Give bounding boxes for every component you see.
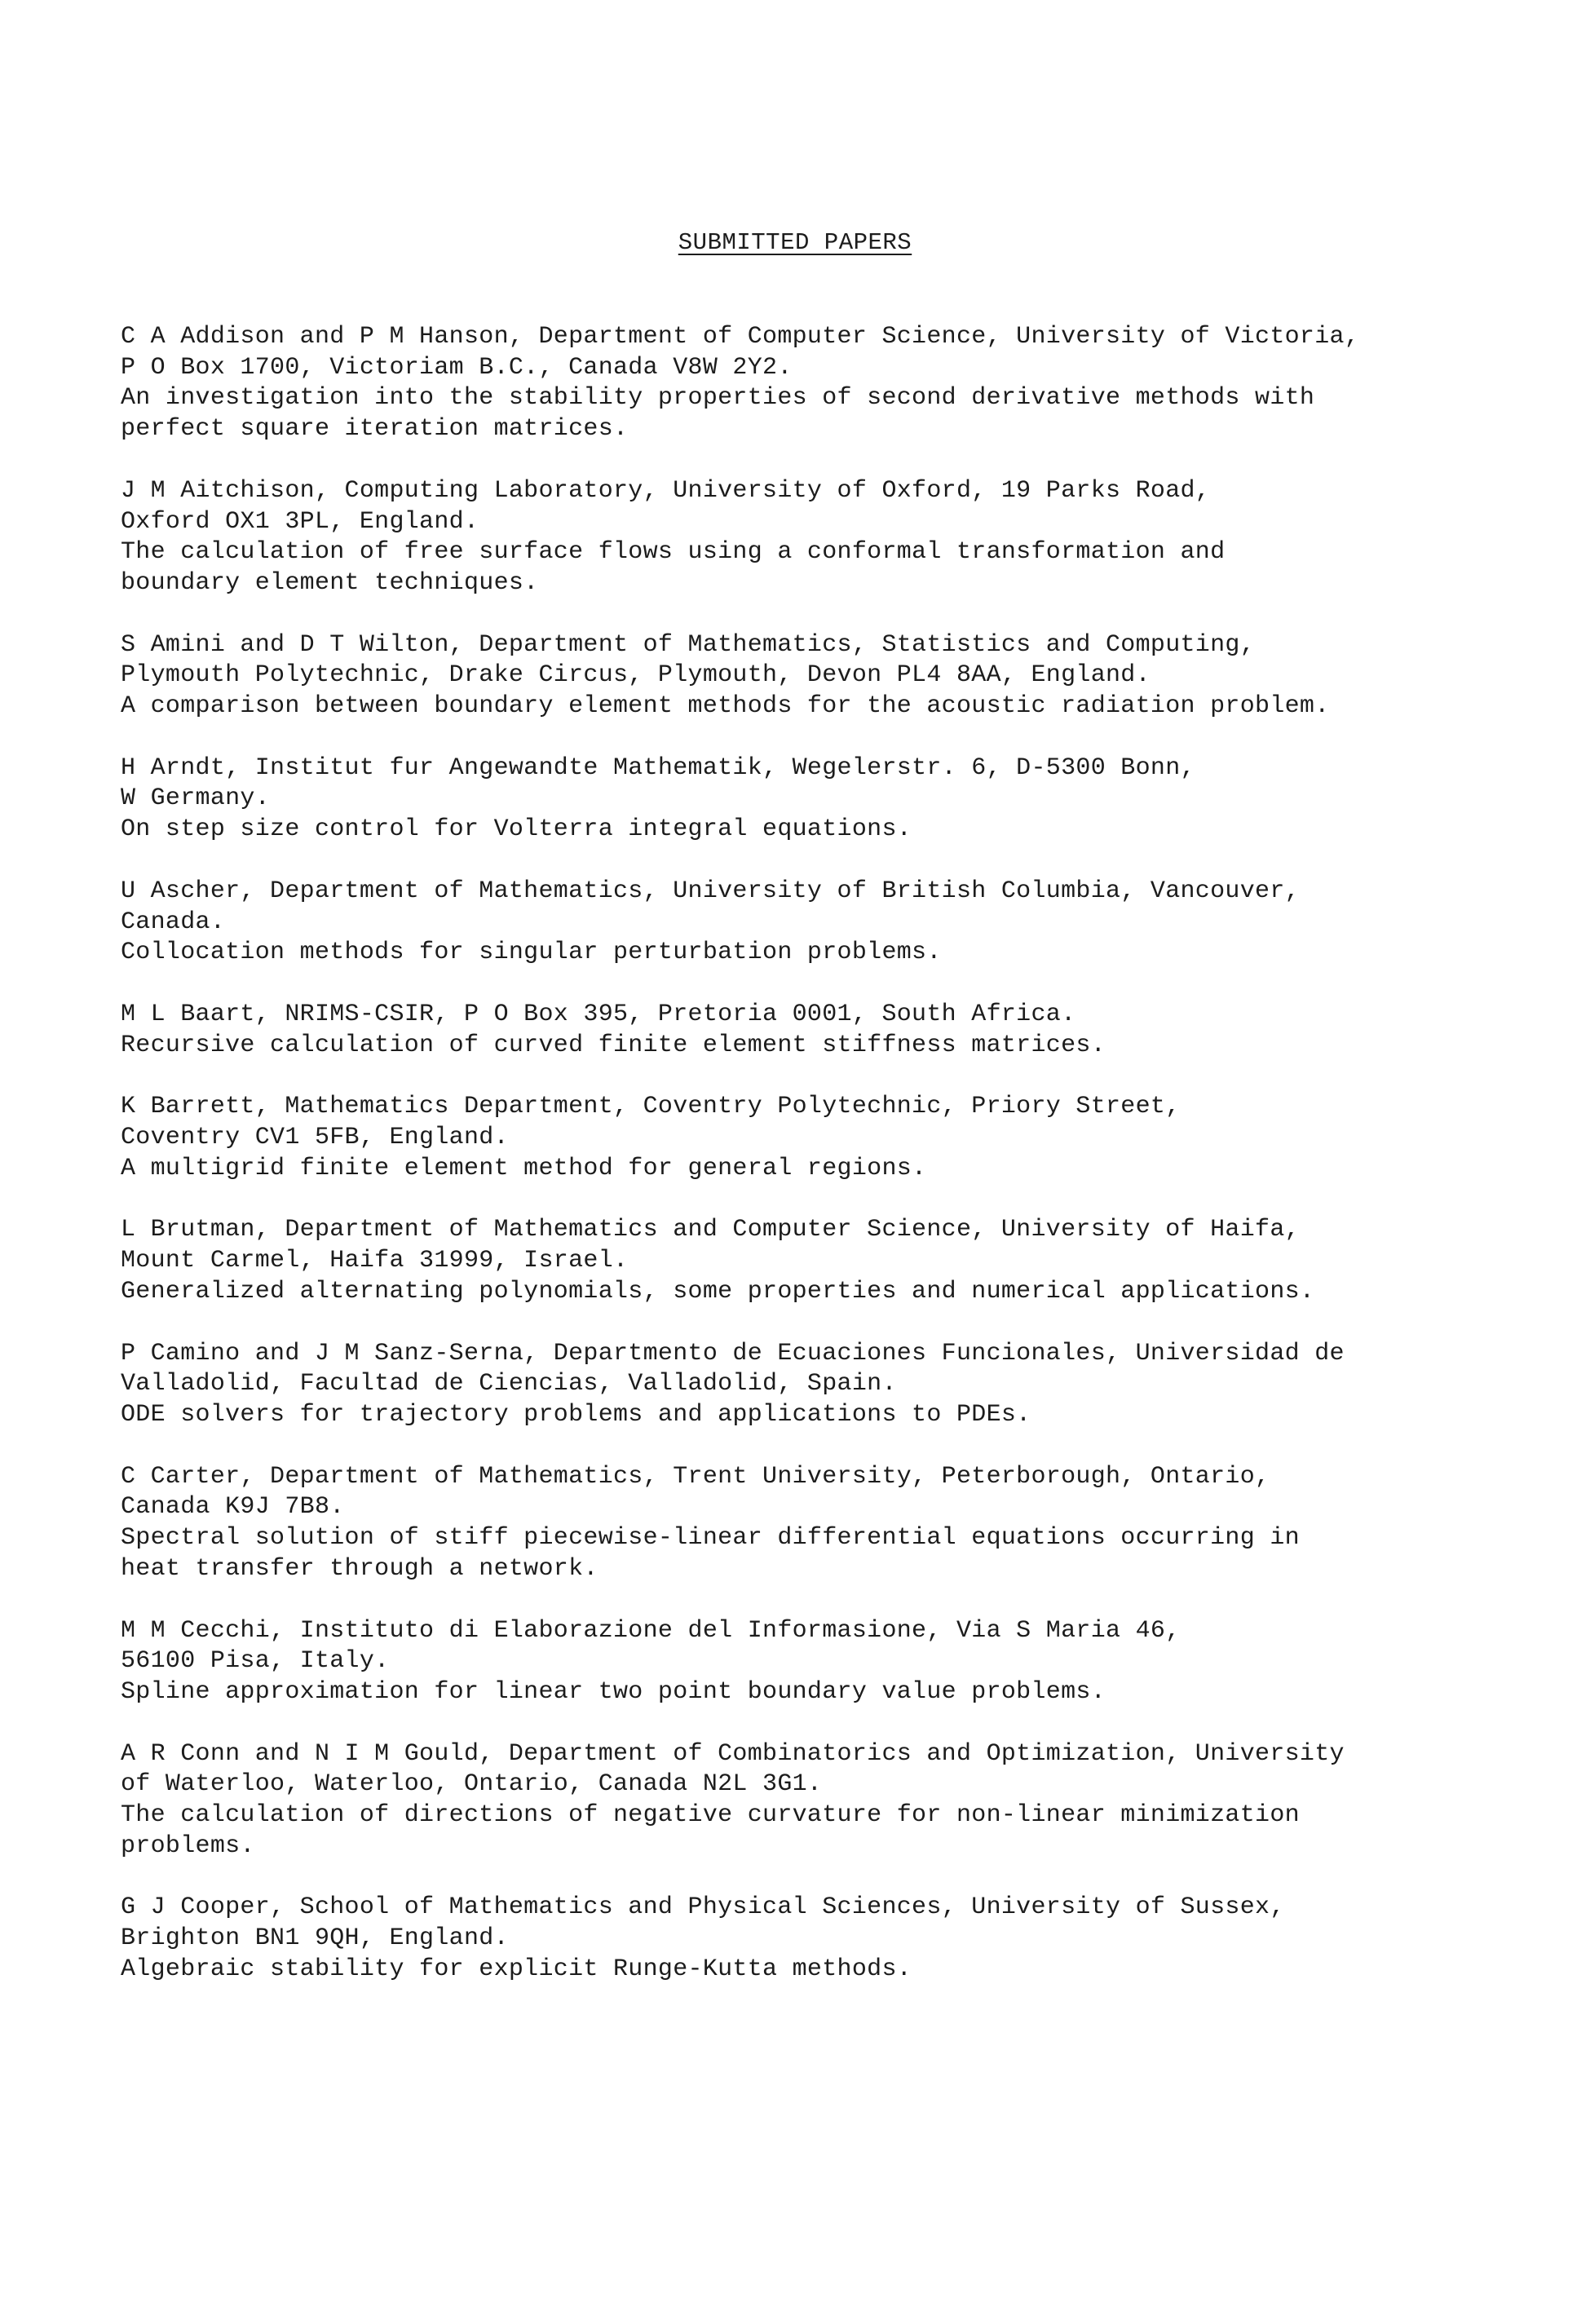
author-affiliation-line: H Arndt, Institut fur Angewandte Mathematik, Wegelerstr. 6, D-5300 Bonn, — [121, 753, 1195, 782]
author-affiliation-line: W Germany. — [121, 784, 271, 813]
page-title: SUBMITTED PAPERS — [678, 229, 912, 256]
paper-entry — [121, 1462, 1507, 1585]
author-affiliation-line: Canada. — [121, 908, 226, 936]
author-affiliation-line: Plymouth Polytechnic, Drake Circus, Plymouth, Devon PL4 8AA, England. — [121, 661, 1151, 690]
author-affiliation-line: Mount Carmel, Haifa 31999, Israel. — [121, 1247, 629, 1275]
author-affiliation-line: S Amini and D T Wilton, Department of Mathematics, Statistics and Computing, — [121, 630, 1256, 659]
author-affiliation-line: L Brutman, Department of Mathematics and Computer Science, University of Haifa, — [121, 1216, 1300, 1244]
paper-list — [121, 322, 1507, 2017]
author-affiliation-line: Coventry CV1 5FB, England. — [121, 1124, 509, 1152]
paper-entry — [121, 1339, 1507, 1431]
paper-title-line: On step size control for Volterra integral equations. — [121, 815, 912, 844]
paper-title-line: A multigrid finite element method for general regions. — [121, 1154, 927, 1182]
author-affiliation-line: Brighton BN1 9QH, England. — [121, 1924, 509, 1953]
paper-title-line: The calculation of free surface flows using a conformal transformation and — [121, 538, 1226, 567]
paper-title-line: boundary element techniques. — [121, 568, 539, 597]
author-affiliation-line: C A Addison and P M Hanson, Department of Computer Science, University of Victoria, — [121, 323, 1360, 351]
paper-entry — [121, 877, 1507, 969]
paper-entry — [121, 322, 1507, 445]
author-affiliation-line: M M Cecchi, Instituto di Elaborazione del Informasione, Via S Maria 46, — [121, 1616, 1181, 1645]
paper-title-line: The calculation of directions of negative curvature for non-linear minimization — [121, 1801, 1300, 1830]
paper-entry — [121, 1893, 1507, 1985]
author-affiliation-line: A R Conn and N I M Gould, Department of Combinatorics and Optimization, University — [121, 1739, 1345, 1768]
paper-title-line: Spectral solution of stiff piecewise-linear differential equations occurring in — [121, 1524, 1300, 1553]
author-affiliation-line: Valladolid, Facultad de Ciencias, Valladolid, Spain. — [121, 1370, 897, 1398]
author-affiliation-line: C Carter, Department of Mathematics, Trent University, Peterborough, Ontario, — [121, 1462, 1270, 1491]
author-affiliation-line: K Barrett, Mathematics Department, Coventry Polytechnic, Priory Street, — [121, 1093, 1181, 1121]
author-affiliation-line: P O Box 1700, Victoriam B.C., Canada V8W 2Y2. — [121, 353, 793, 382]
author-affiliation-line: P Camino and J M Sanz-Serna, Departmento de Ecuaciones Funcionales, Universidad de — [121, 1339, 1345, 1367]
paper-entry — [121, 630, 1507, 722]
paper-entry — [121, 753, 1507, 846]
paper-title-line: perfect square iteration matrices. — [121, 415, 629, 444]
paper-entry — [121, 1616, 1507, 1708]
paper-title-line: Collocation methods for singular perturbation problems. — [121, 939, 942, 967]
paper-title-line: A comparison between boundary element methods for the acoustic radiation problem. — [121, 692, 1330, 721]
paper-entry — [121, 476, 1507, 599]
paper-title-line: Spline approximation for linear two point boundary value problems. — [121, 1677, 1106, 1706]
author-affiliation-line: J M Aitchison, Computing Laboratory, University of Oxford, 19 Parks Road, — [121, 476, 1211, 505]
paper-title-line: problems. — [121, 1831, 255, 1860]
paper-entry — [121, 1215, 1507, 1307]
author-affiliation-line: Oxford OX1 3PL, England. — [121, 507, 479, 536]
author-affiliation-line: 56100 Pisa, Italy. — [121, 1647, 390, 1676]
author-affiliation-line: U Ascher, Department of Mathematics, University of British Columbia, Vancouver, — [121, 877, 1300, 905]
paper-title-line: Generalized alternating polynomials, some properties and numerical applications. — [121, 1277, 1315, 1306]
paper-entry — [121, 1000, 1507, 1061]
paper-entry — [121, 1092, 1507, 1184]
paper-title-line: Algebraic stability for explicit Runge-Kutta methods. — [121, 1955, 912, 1983]
paper-title-line: heat transfer through a network. — [121, 1554, 598, 1583]
author-affiliation-line: M L Baart, NRIMS-CSIR, P O Box 395, Pretoria 0001, South Africa. — [121, 1000, 1076, 1028]
author-affiliation-line: Canada K9J 7B8. — [121, 1493, 345, 1522]
author-affiliation-line: G J Cooper, School of Mathematics and Physical Sciences, University of Sussex, — [121, 1893, 1285, 1922]
paper-title-line: An investigation into the stability properties of second derivative methods with — [121, 384, 1315, 413]
paper-title-line: Recursive calculation of curved finite element stiffness matrices. — [121, 1031, 1106, 1059]
paper-entry — [121, 1739, 1507, 1862]
paper-title-line: ODE solvers for trajectory problems and applications to PDEs. — [121, 1400, 1031, 1429]
author-affiliation-line: of Waterloo, Waterloo, Ontario, Canada N2L 3G1. — [121, 1770, 823, 1799]
